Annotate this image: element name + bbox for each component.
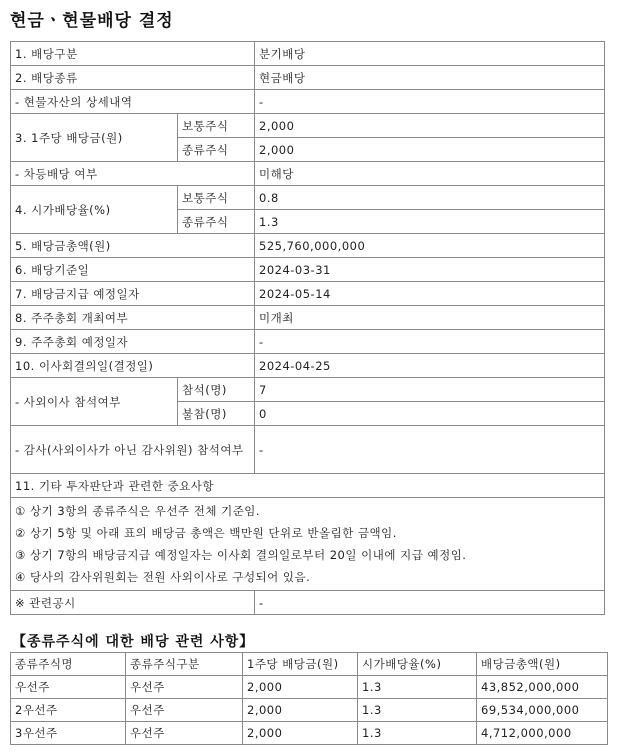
table-row (11, 234, 605, 258)
row-label: 2. 배당종류 (11, 66, 255, 90)
table-cell: 2,000 (243, 699, 358, 722)
table-row (11, 258, 605, 282)
row-value: - (255, 330, 605, 354)
table-row (11, 330, 605, 354)
row-label: ※ 관련공시 (11, 591, 255, 615)
row-label: 9. 주주총회 예정일자 (11, 330, 255, 354)
page-title: 현금ㆍ현물배당 결정 (10, 11, 174, 31)
table-cell: 우선주 (126, 722, 243, 745)
row-label: 3. 1주당 배당금(원) (11, 114, 178, 162)
row-sublabel: 참석(명) (178, 378, 255, 402)
row-label: 1. 배당구분 (11, 42, 255, 66)
row-value: - (255, 90, 605, 114)
row-value: 현금배당 (255, 66, 605, 90)
column-header: 배당금총액(원) (477, 653, 608, 676)
table-row (11, 426, 605, 474)
table-row (11, 474, 605, 498)
row-value: 미해당 (255, 162, 605, 186)
column-header: 종류주식구분 (126, 653, 243, 676)
table-row (11, 354, 605, 378)
table-cell: 우선주 (11, 676, 126, 699)
table-cell: 2,000 (243, 676, 358, 699)
row-label: - 현물자산의 상세내역 (11, 90, 255, 114)
preferred-stock-table (10, 652, 608, 745)
row-label: 7. 배당금지급 예정일자 (11, 282, 255, 306)
row-label: 4. 시가배당율(%) (11, 186, 178, 234)
note-line: ② 상기 5항 및 아래 표의 배당금 총액은 백만원 단위로 반올림한 금액임. (15, 526, 397, 540)
row-sublabel: 불참(명) (178, 402, 255, 426)
row-value: 2,000 (255, 138, 605, 162)
table-cell: 69,534,000,000 (477, 699, 608, 722)
table-cell: 우선주 (126, 699, 243, 722)
row-label: 6. 배당기준일 (11, 258, 255, 282)
column-header: 시가배당율(%) (358, 653, 477, 676)
section-title: 【종류주식에 대한 배당 관련 사항】 (12, 634, 255, 650)
row-value: 2024-05-14 (255, 282, 605, 306)
note-line: ① 상기 3항의 종류주식은 우선주 전체 기준임. (15, 504, 261, 518)
row-sublabel: 종류주식 (178, 138, 255, 162)
table-cell: 1.3 (358, 722, 477, 745)
table-cell: 2,000 (243, 722, 358, 745)
table-header-row (11, 653, 608, 676)
row-label: - 사외이사 참석여부 (11, 378, 178, 426)
row-value: 525,760,000,000 (255, 234, 605, 258)
table-row (11, 114, 605, 138)
table-cell: 2우선주 (11, 699, 126, 722)
row-value: 1.3 (255, 210, 605, 234)
row-sublabel: 종류주식 (178, 210, 255, 234)
table-cell: 3우선주 (11, 722, 126, 745)
table-row (11, 66, 605, 90)
table-row (11, 306, 605, 330)
row-value: 0 (255, 402, 605, 426)
row-value: 2,000 (255, 114, 605, 138)
table-row (11, 282, 605, 306)
table-row (11, 498, 605, 591)
dividend-decision-table (10, 41, 605, 615)
row-label: 8. 주주총회 개최여부 (11, 306, 255, 330)
column-header: 종류주식명 (11, 653, 126, 676)
row-label: - 감사(사외이사가 아닌 감사위원) 참석여부 (11, 426, 255, 474)
notes-cell (11, 498, 605, 591)
row-value: 7 (255, 378, 605, 402)
table-row (11, 378, 605, 402)
row-value: - (255, 426, 605, 474)
table-cell: 43,852,000,000 (477, 676, 608, 699)
table-cell: 1.3 (358, 699, 477, 722)
row-sublabel: 보통주식 (178, 186, 255, 210)
table-cell: 1.3 (358, 676, 477, 699)
row-sublabel: 보통주식 (178, 114, 255, 138)
note-line: ③ 상기 7항의 배당금지급 예정일자는 이사회 결의일로부터 20일 이내에 지급 예정임. (15, 548, 467, 562)
row-value: 0.8 (255, 186, 605, 210)
row-label: 5. 배당금총액(원) (11, 234, 255, 258)
table-row (11, 722, 608, 745)
table-row (11, 676, 608, 699)
table-cell: 4,712,000,000 (477, 722, 608, 745)
table-row (11, 699, 608, 722)
table-row (11, 162, 605, 186)
table-row (11, 42, 605, 66)
table-row (11, 90, 605, 114)
row-label: 10. 이사회결의일(결정일) (11, 354, 255, 378)
table-row (11, 591, 605, 615)
table-cell: 우선주 (126, 676, 243, 699)
row-label: 11. 기타 투자판단과 관련한 중요사항 (11, 474, 605, 498)
row-value: 미개최 (255, 306, 605, 330)
table-row (11, 186, 605, 210)
row-value: 분기배당 (255, 42, 605, 66)
row-label: - 차등배당 여부 (11, 162, 255, 186)
note-line: ④ 당사의 감사위원회는 전원 사외이사로 구성되어 있음. (15, 570, 311, 584)
row-value: 2024-04-25 (255, 354, 605, 378)
row-value: - (255, 591, 605, 615)
row-value: 2024-03-31 (255, 258, 605, 282)
column-header: 1주당 배당금(원) (243, 653, 358, 676)
